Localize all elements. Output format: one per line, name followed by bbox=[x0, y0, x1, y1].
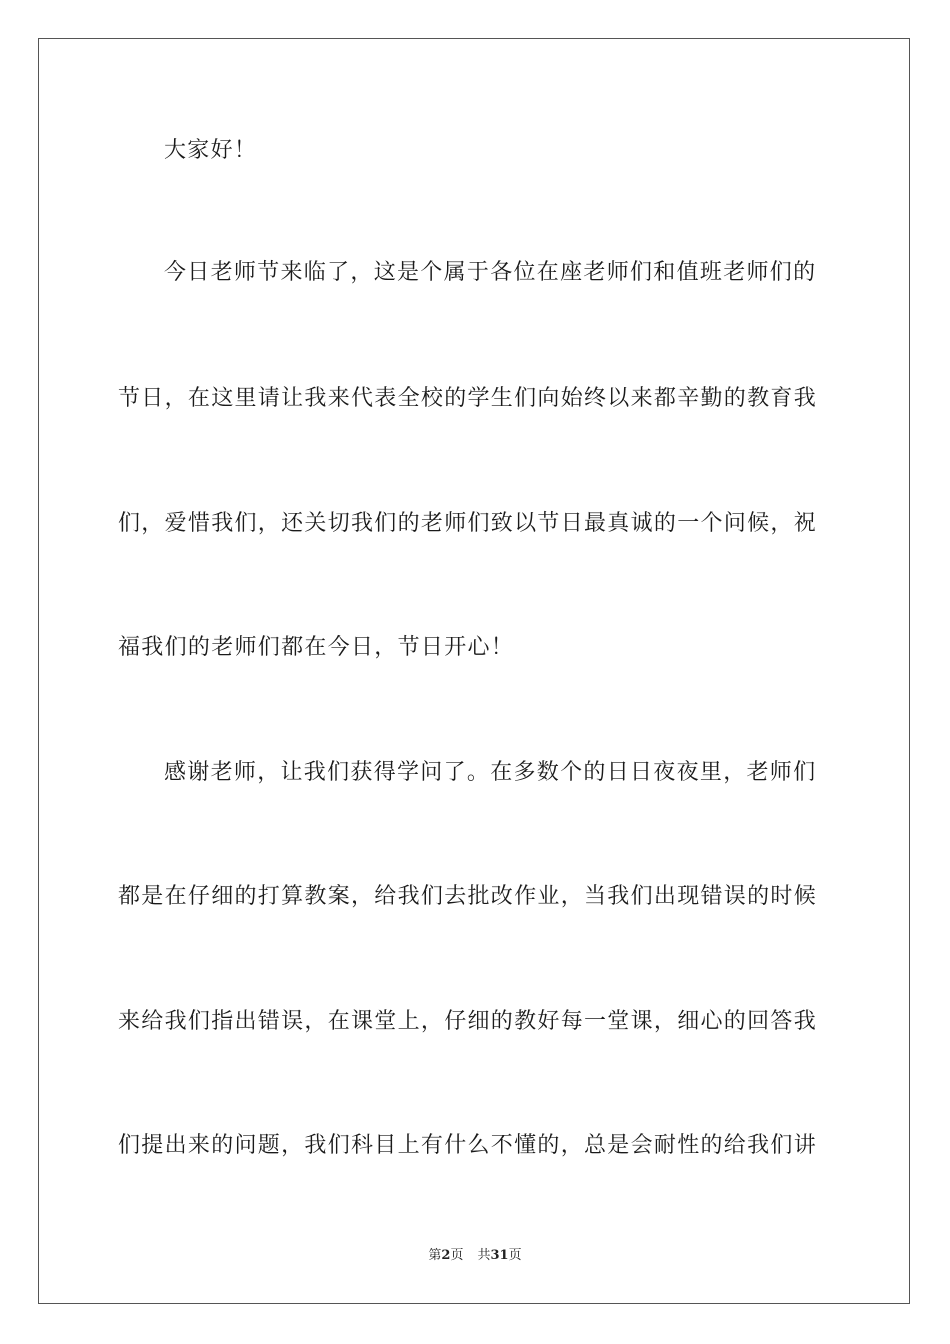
paragraph-line: 们提出来的问题，我们科目上有什么不懂的，总是会耐性的给我们讲 bbox=[118, 1133, 818, 1158]
page-frame bbox=[38, 38, 910, 1304]
paragraph-line: 福我们的老师们都在今日，节日开心！ bbox=[118, 635, 515, 660]
page-suffix: 页 bbox=[450, 1248, 464, 1263]
total-prefix: 共 bbox=[477, 1248, 491, 1263]
page-number: 2 bbox=[441, 1248, 451, 1263]
paragraph-line: 们，爱惜我们，还关切我们的老师们致以节日最真诚的一个问候，祝 bbox=[118, 511, 818, 536]
page-footer bbox=[0, 1247, 950, 1265]
total-pages: 31 bbox=[490, 1248, 509, 1263]
greeting-line: 大家好！ bbox=[164, 138, 258, 163]
paragraph-line: 感谢老师，让我们获得学问了。在多数个的日日夜夜里，老师们 bbox=[164, 760, 817, 785]
total-suffix: 页 bbox=[508, 1248, 522, 1263]
page-prefix: 第 bbox=[428, 1248, 442, 1263]
paragraph-line: 来给我们指出错误，在课堂上，仔细的教好每一堂课，细心的回答我 bbox=[118, 1009, 818, 1034]
paragraph-line: 节日，在这里请让我来代表全校的学生们向始终以来都辛勤的教育我 bbox=[118, 386, 818, 411]
paragraph-line: 今日老师节来临了，这是个属于各位在座老师们和值班老师们的 bbox=[164, 260, 817, 285]
paragraph-line: 都是在仔细的打算教案，给我们去批改作业，当我们出现错误的时候 bbox=[118, 884, 818, 909]
